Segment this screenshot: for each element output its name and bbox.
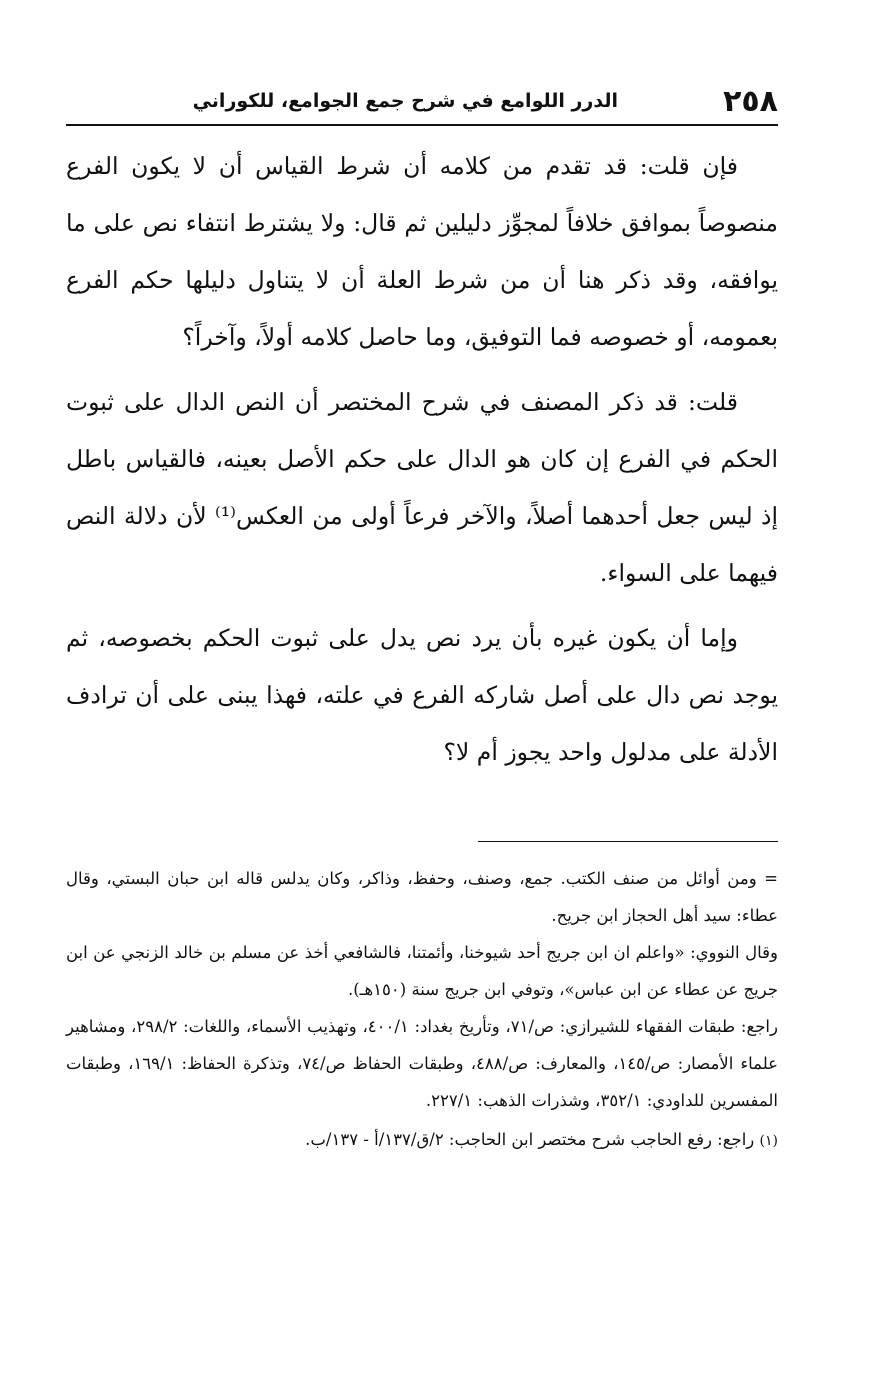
- footnote-continuation-line: راجع: طبقات الفقهاء للشيرازي: ص/٧١، وتأريخ بغداد: ٤٠٠/١، وتهذيب الأسماء، واللغات: ٢٩٨/٢، ومشاهير علماء الأمصار: ص/١٤٥، والمعارف: ص/٤٨٨، وطبقات الحفاظ ص/٧٤، وتذكرة الحفاظ: ١٦٩/١، وطبقات المفسرين للداودي: ٣٥٢/١، وشذرات الذهب: ٢٢٧/١.: [66, 1017, 779, 1110]
- paragraph-question: فإن قلت: قد تقدم من كلامه أن شرط القياس أن لا يكون الفرع منصوصاً بموافق خلافاً لمجوِّز دليلين ثم قال: ولا يشترط انتفاء نص على ما يوافقه، وقد ذكر هنا أن من شرط العلة أن لا يتناول دليلها حكم الفرع بعمومه، أو خصوصه فما التوفيق، وما حاصل كلامه أولاً، وآخراً؟: [66, 152, 778, 351]
- footnotes: [66, 860, 778, 1160]
- paragraph-second-case: وإما أن يكون غيره بأن يرد نص يدل على ثبوت الحكم بخصوصه، ثم يوجد نص دال على أصل شاركه الفرع في علته، فهذا يبنى على أن ترادف الأدلة على مدلول واحد يجوز أم لا؟: [66, 624, 778, 766]
- footnote-1-text: راجع: رفع الحاجب شرح مختصر ابن الحاجب: ٢/ق/١٣٧/أ - ١٣٧/ب.: [305, 1130, 755, 1149]
- footnote-1: [66, 1121, 778, 1160]
- footnote-separator: [478, 841, 778, 842]
- main-text: [66, 138, 778, 781]
- running-title: الدرر اللوامع في شرح جمع الجوامع، للكوراني: [192, 90, 618, 112]
- paragraph-answer: قلت: قد ذكر المصنف في شرح المختصر أن النص الدال على ثبوت الحكم في الفرع إن كان هو الدال على حكم الأصل بعينه، فالقياس باطل إذ ليس جعل أحدهما أصلاً، والآخر فرعاً أولى من العكس⁽¹⁾ لأن دلالة النص فيهما على السواء.: [66, 388, 778, 587]
- footnote-1-marker: (١): [759, 1133, 778, 1149]
- book-page: [66, 80, 778, 1160]
- footnote-continuation-line: وقال النووي: «واعلم ان ابن جريج أحد شيوخنا، وأئمتنا، فالشافعي أخذ عن مسلم بن خالد الزنجي عن ابن جريج عن عطاء عن ابن عباس»، وتوفي ابن جريج سنة (١٥٠هـ).: [66, 943, 778, 999]
- page-number: ٢٥٨: [723, 84, 778, 119]
- footnote-continuation-line: = ومن أوائل من صنف الكتب. جمع، وصنف، وحفظ، وذاكر، وكان يدلس قاله ابن حبان البستي، وقال عطاء: سيد أهل الحجاز ابن جريح.: [66, 860, 778, 934]
- page-header: [66, 80, 778, 126]
